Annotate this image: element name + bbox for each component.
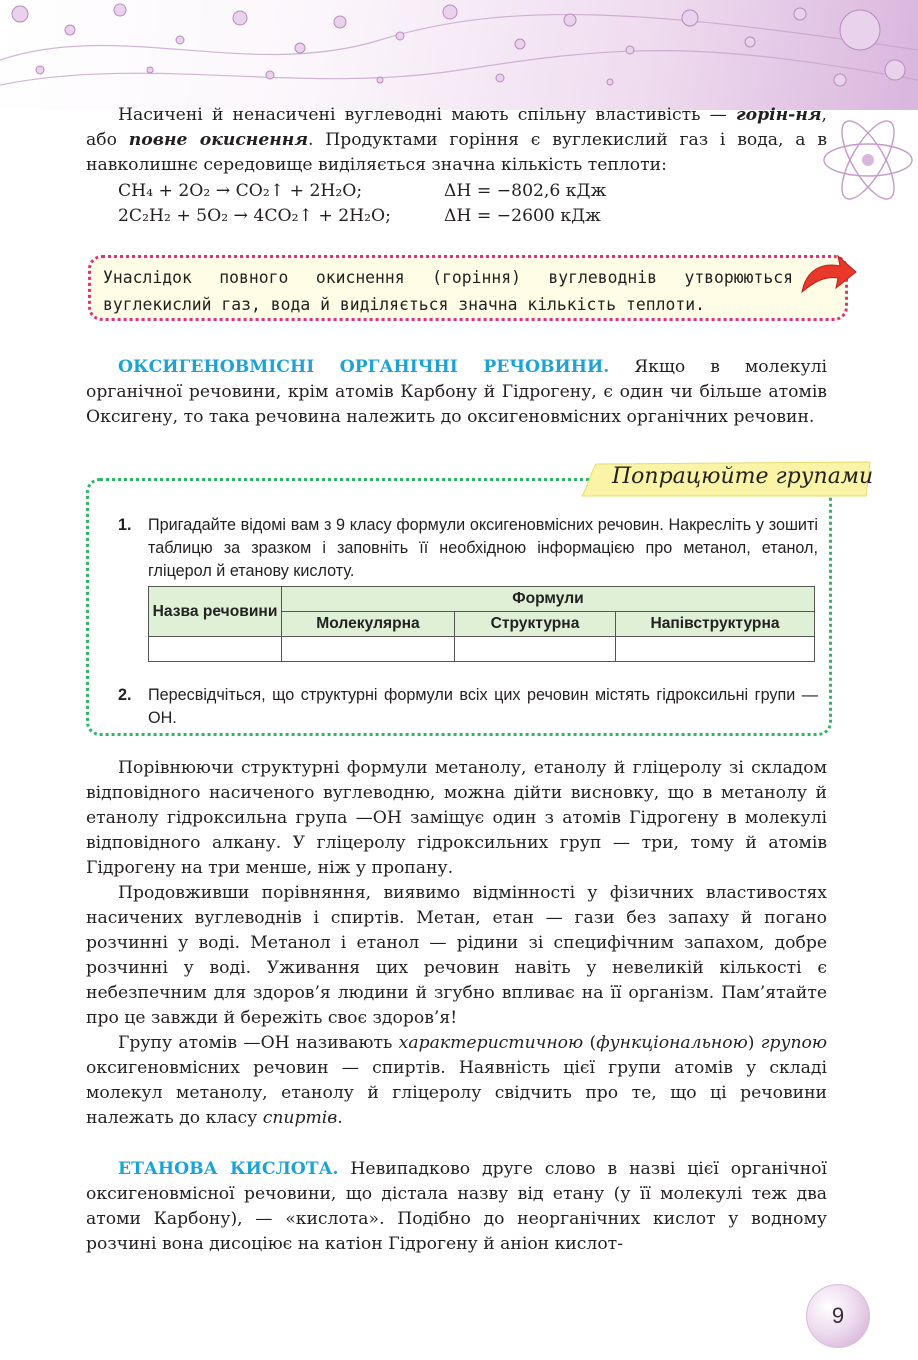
table-header-semistructural: Напівструктурна — [616, 612, 815, 637]
header-decoration — [0, 0, 918, 110]
equation-1-enthalpy: ΔH = −802,6 кДж — [444, 181, 607, 201]
paragraph-functional-group: Групу атомів —OH називають характеристичною (функціональною) групою оксигеновмісних речовин — спиртів. Наявність цієї групи атомів у складі молекул метанолу, етанолу й гліцеролу свідчить про те, що ці речовини належать до класу спиртів. — [86, 1033, 828, 1128]
paragraph-properties: Продовживши порівняння, виявимо відмінності у фізичних властивостях насичених вуглеводнів і спиртів. Метан, етан — гази без запаху й погано розчинні у воді. Метанол і етанол — рідини зі специфічним запахом, добре розчинні у воді. Уживання цих речовин навіть у невеликій кількості є небезпечним для здоров’я людини й згубно впливає на її організм. Пам’ятайте про це завжди й бережіть своє здоров’я! — [86, 883, 827, 1028]
section-oxygen-paragraph: ОКСИГЕНОВМІСНІ ОРГАНІЧНІ РЕЧОВИНИ. Якщо в молекулі органічної речовини, крім атомів Карбону й Гідрогену, є один чи більше атомів Оксигену, то така речовина належить до оксигеновмісних органічних речовин. — [86, 357, 828, 427]
equation-2: 2C₂H₂ + 5O₂ → 4CO₂↑ + 2H₂O; — [118, 206, 391, 226]
task-2: 2. Пересвідчіться, що структурні формули всіх цих речовин містять гідроксильні групи —OH. — [118, 686, 818, 727]
curved-arrow-icon — [796, 254, 858, 300]
atom-icon — [820, 100, 918, 220]
section-acid-paragraph: ЕТАНОВА КИСЛОТА. Невипадково друге слово в назві цієї органічної оксигеновмісної речовини, що дістала назву від етану (у її молекулі теж два атоми Карбону), — «кислота». Подібно до неорганічних кислот у водному розчині вона дисоціює на катіон Гідрогену й аніон кислот- — [86, 1159, 828, 1254]
equation-2-enthalpy: ΔH = −2600 кДж — [444, 206, 601, 226]
section-title-acid: ЕТАНОВА КИСЛОТА. — [118, 1159, 339, 1179]
group-work-label: Попрацюйте групами — [578, 460, 874, 498]
key-point-box — [88, 255, 848, 321]
equation-1: CH₄ + 2O₂ → CO₂↑ + 2H₂O; — [118, 181, 363, 201]
paragraph-comparison: Порівнюючи структурні формули метанолу, етанолу й гліцеролу зі складом відповідного насиченого вуглеводню, можна дійти висновку, що в метанолу й етанолу гідроксильна група —OH заміщує один з атомів Гідрогену в молекулі відповідного алкану. У гліцеролу гідроксильних груп — три, тому й атомів Гідрогену на три менше, ніж у пропану. — [86, 758, 827, 878]
table-header-structural: Структурна — [455, 612, 616, 637]
table-header-molecular: Молекулярна — [282, 612, 455, 637]
key-point-text: Унаслідок повного окиснення (горіння) вуглеводнів утворюються вуглекислий газ, вода й виділяється значна кількість теплоти. — [103, 268, 793, 314]
task-1: 1. Пригадайте відомі вам з 9 класу формули оксигеновмісних речовин. Накресліть у зошиті таблицю за зразком і заповніть її необхідною інформацією про метанол, етанол, гліцерол й етанову кислоту. — [118, 516, 818, 580]
bubbles-decoration — [0, 0, 918, 110]
page-number: 9 — [806, 1284, 870, 1348]
table-header-formulas: Формули — [282, 587, 815, 612]
section-title-oxygen: ОКСИГЕНОВМІСНІ ОРГАНІЧНІ РЕЧОВИНИ. — [118, 357, 610, 377]
intro-paragraph: Насичені й ненасичені вуглеводні мають спільну властивість — горін-ня, або повне окиснення. Продуктами горіння є вуглекислий газ і вода, а в навколишнє середовище виділяється значна кількість теплоти: — [86, 105, 828, 175]
table-header-name: Назва речовини — [149, 587, 282, 637]
formula-table — [148, 586, 815, 662]
table-row — [149, 637, 815, 662]
